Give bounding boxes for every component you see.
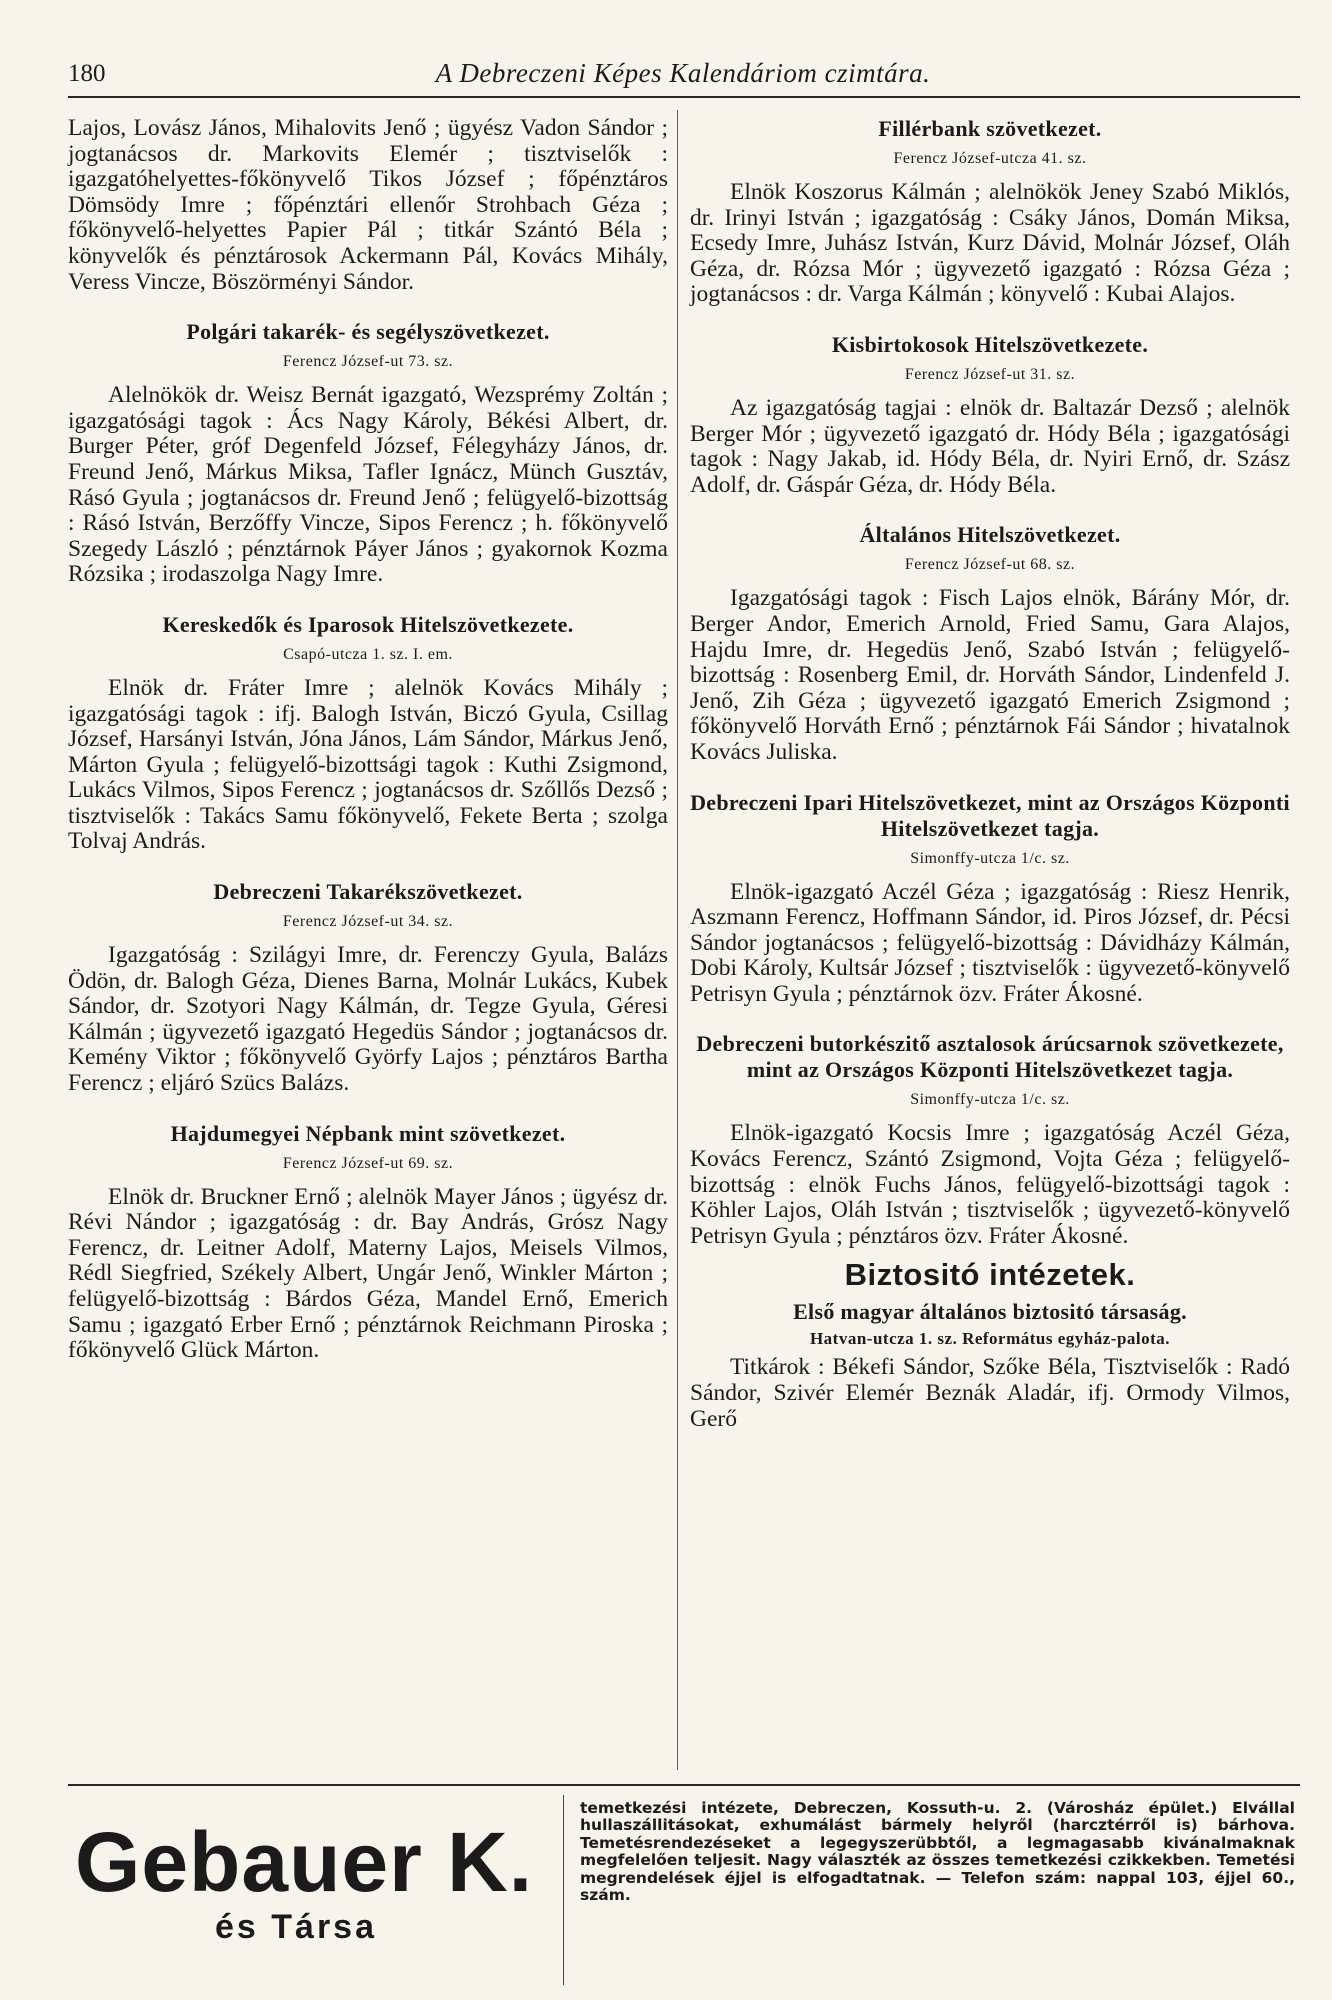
page-number: 180	[68, 60, 106, 87]
advertisement-text: temetkezési intézete, Debreczen, Kossuth-u. 2. (Városház épület.) Elvállal hullaszállitásokat, exhumálást bármely helyről (harcztérről is) bárhova. Temetésrendezéseket a legegyszerübbtől, a legmagasabb kivánalmaknak megfelelően teljesit. Nagy választék az összes temetkezési czikkekben. Temetési megrendelések éjjel is elfogadtatnak. — Telefon szám: nappal 103, éjjel 60., szám.	[580, 1799, 1295, 1905]
section-address: Ferencz József-ut 69. sz.	[282, 1154, 454, 1172]
section-address: Ferencz József-ut 68. sz.	[904, 556, 1076, 574]
section-body: Elnök dr. Fráter Imre ; alelnök Kovács Mihály ; igazgatósági tagok : ifj. Balogh István, Biczó Gyula, Csillag József, Harsányi István, Jóna János, Lám Sándor, Márkus Jenő, Márton Gyula ; felügyelő-bizottsági tagok : Kuthi Zsigmond, Lukács Vilmos, Sipos Ferencz ; jogtanácsos dr. Szőllős Dezső ; tisztviselők : Takács Samu főkönyvelő, Fekete Berta ; szolga Tolvaj András.	[68, 674, 668, 855]
section-title: Általános Hitelszövetkezet.	[859, 522, 1121, 548]
section-body: Elnök-igazgató Aczél Géza ; igazgatóság : Riesz Henrik, Aszmann Ferencz, Hoffmann Sándor, id. Piros József, dr. Pécsi Sándor jogtanácsos ; felügyelő-bizottság : Dávidházy Kálmán, Dobi Károly, Kultsár József ; tisztviselők : ügyvezető-könyvelő Petrisyn Gyula ; pénztárnok özv. Fráter Ákosné.	[690, 878, 1290, 1007]
section-title: Debreczeni Takarékszövetkezet.	[213, 879, 523, 905]
section-address: Ferencz József-utcza 41. sz.	[893, 150, 1087, 167]
section-title: Debreczeni Ipari Hitelszövetkezet, mint az Országos Központi Hitelszövetkezet tagja.	[690, 789, 1290, 841]
insurance-heading: Biztositó intézetek.	[844, 1257, 1136, 1293]
header-rule	[68, 96, 1300, 98]
section-ipari	[690, 790, 1290, 1008]
section-biztosito	[690, 1299, 1290, 1432]
advertisement-subtitle: és Társa	[215, 1908, 377, 1946]
section-polgari	[68, 319, 668, 588]
section-kisbirtokosok	[690, 332, 1290, 498]
advertisement-divider	[563, 1795, 564, 1985]
left-column	[68, 116, 668, 1364]
running-title: A Debreczeni Képes Kalendáriom czimtára.	[435, 58, 931, 88]
section-address: Ferencz József-ut 73. sz.	[282, 353, 454, 371]
section-title: Első magyar általános biztositó társaság.	[793, 1299, 1187, 1325]
section-body: Titkárok : Békefi Sándor, Szőke Béla, Tisztviselők : Radó Sándor, Szivér Elemér Beznák Aladár, ifj. Ormody Vilmos, Gerő	[690, 1354, 1290, 1432]
section-nepbank	[68, 1121, 668, 1364]
section-altalanos	[690, 522, 1290, 765]
section-kereskedok	[68, 612, 668, 855]
right-column	[690, 116, 1290, 1432]
section-fillerbank	[690, 116, 1290, 308]
advertisement-brand: Gebauer K.	[75, 1815, 534, 1909]
section-address: Simonffy-utcza 1/c. sz.	[910, 849, 1070, 867]
section-body: Elnök Koszorus Kálmán ; alelnökök Jeney Szabó Miklós, dr. Irinyi István ; igazgatóság : Csáky János, Domán Miksa, Ecsedy Imre, Juhász István, Kurz Dávid, Molnár József, Oláh Géza, dr. Rózsa Mór ; ügyvezető igazgató : Rózsa Géza ; jogtanácsos : dr. Varga Kálmán ; könyvelő : Kubai Alajos.	[690, 179, 1290, 308]
section-body: Elnök dr. Bruckner Ernő ; alelnök Mayer János ; ügyész dr. Révi Nándor ; igazgatóság : dr. Bay András, Grósz Nagy Ferencz, dr. Leitner Adolf, Materny Lajos, Meisels Vilmos, Rédl Siegfried, Székely Albert, Ungár Jenő, Winkler Márton ; felügyelő-bizottság : Bárdos Géza, Mandel Ernő, Emerich Samu ; igazgató Erber Ernő ; pénztárnok Reichmann Piroska ; főkönyvelő Glück Márton.	[68, 1183, 668, 1364]
section-title: Fillérbank szövetkezet.	[878, 116, 1102, 141]
section-title: Debreczeni butorkészitő asztalosok árúcsarnok szövetkezete, mint az Országos Központi Hitelszövetkezet tagja.	[696, 1031, 1284, 1083]
section-title: Kisbirtokosok Hitelszövetkezete.	[831, 331, 1149, 357]
section-body: Igazgatóság : Szilágyi Imre, dr. Ferenczy Gyula, Balázs Ödön, dr. Balogh Géza, Dienes Barna, Molnár Lukács, Kubek Sándor, dr. Szotyori Nagy Kálmán, dr. Tegze Gyula, Géresi Kálmán ; ügyvezető igazgató Hegedüs Sándor ; jogtanácsos dr. Kemény Viktor ; főkönyvelő Györfy Lajos ; pénztáros Bartha Ferencz ; eljáró Szücs Balázs.	[68, 942, 668, 1097]
advertisement-rule	[68, 1784, 1300, 1786]
section-butorkeszito	[690, 1031, 1290, 1249]
column-divider	[677, 110, 678, 1770]
intro-paragraph: Lajos, Lovász János, Mihalovits Jenő ; ügyész Vadon Sándor ; jogtanácsos dr. Markovits Elemér ; tisztviselők : igazgatóhelyettes-főkönyvelő Tikos József ; főpénztáros Dömsödy Imre ; főpénztári ellenőr Strohbach Géza ; főkönyvelő-helyettes Papier Pál ; titkár Szántó Béla ; könyvelők és pénztárosok Ackermann Pál, Kovács Mihály, Veress Vincze, Böszörményi Sándor.	[68, 115, 668, 295]
section-body: Elnök-igazgató Kocsis Imre ; igazgatóság Aczél Géza, Kovács Ferencz, Szántó Zsigmond, Vojta Géza ; felügyelő-bizottság : elnök Fuchs János, felügyelő-bizottsági tagok : Köhler Lajos, Oláh István ; tisztviselők ; ügyvezető-könyvelő Petrisyn Gyula ; pénztáros özv. Fráter Ákosné.	[690, 1120, 1290, 1249]
section-title: Hajdumegyei Népbank mint szövetkezet.	[170, 1120, 566, 1146]
section-body: Igazgatósági tagok : Fisch Lajos elnök, Bárány Mór, dr. Berger Andor, Emerich Arnold, Fried Samu, Gara Alajos, Hajdu Imre, dr. Hegedüs Jenő, Szabó István ; felügyelő-bizottság : Rosenberg Emil, dr. Horváth Sándor, Lindenfeld J. Jenő, Zih Géza ; ügyvezető igazgató Emerich Zsigmond ; főkönyvelő Horváth Ernő ; pénztárnok Fái Sándor ; hivatalnok Kovács Juliska.	[690, 585, 1290, 765]
section-body: Alelnökök dr. Weisz Bernát igazgató, Wezsprémy Zoltán ; igazgatósági tagok : Ács Nagy Károly, Békési Albert, dr. Burger Péter, gróf Degenfeld József, Félegyházy János, dr. Freund Jenő, Márkus Miksa, Tafler Ignácz, Münch Gusztáv, Rásó Gyula ; jogtanácsos dr. Freund Jenő ; felügyelő-bizottság : Rásó István, Berzőffy Vincze, Sipos Ferencz ; h. főkönyvelő Szegedy László ; pénztárnok Páyer János ; gyakornok Kozma Rózsika ; irodaszolga Nagy Imre.	[68, 382, 668, 588]
section-address: Simonffy-utcza 1/c. sz.	[910, 1091, 1070, 1109]
section-address: Hatvan-utcza 1. sz. Református egyház-palota.	[809, 1329, 1171, 1349]
section-address: Csapó-utcza 1. sz. I. em.	[283, 645, 453, 663]
section-title: Kereskedők és Iparosok Hitelszövetkezete.	[162, 611, 574, 637]
section-address: Ferencz József-ut 31. sz.	[904, 365, 1076, 383]
section-body: Az igazgatóság tagjai : elnök dr. Baltazár Dezső ; alelnök Berger Mór ; ügyvezető igazgató dr. Hódy Béla ; igazgatósági tagok : Nagy Jakab, id. Hódy Béla, dr. Nyiri Ernő, dr. Szász Adolf, dr. Gáspár Géza, dr. Hódy Béla.	[690, 394, 1290, 498]
section-address: Ferencz József-ut 34. sz.	[282, 913, 454, 931]
section-takarekszovetkezet	[68, 879, 668, 1097]
page-header	[68, 56, 1298, 96]
section-title: Polgári takarék- és segélyszövetkezet.	[186, 319, 550, 345]
